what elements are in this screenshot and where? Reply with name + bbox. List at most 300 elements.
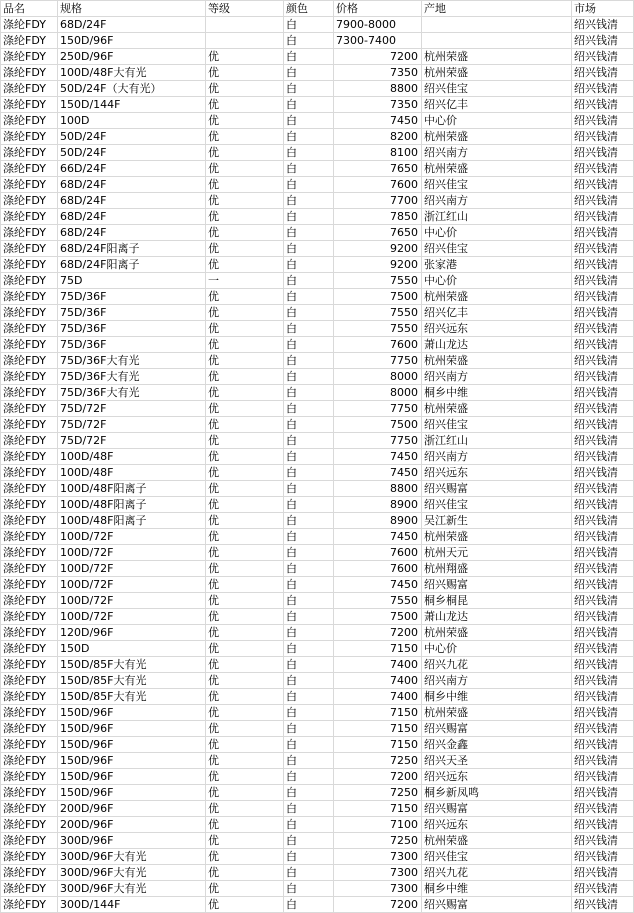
table-row xyxy=(1,177,634,193)
spec-cell: 100D/48F xyxy=(58,465,206,481)
product-name-cell: 涤纶FDY xyxy=(1,881,58,897)
product-name-cell: 涤纶FDY xyxy=(1,801,58,817)
market-cell: 绍兴钱清 xyxy=(572,353,634,369)
product-name-cell: 涤纶FDY xyxy=(1,401,58,417)
price-cell: 8800 xyxy=(334,481,422,497)
spec-cell: 300D/144F xyxy=(58,897,206,913)
grade-cell: 优 xyxy=(206,321,284,337)
price-cell: 8200 xyxy=(334,129,422,145)
market-cell: 绍兴钱清 xyxy=(572,193,634,209)
header-price: 价格 xyxy=(334,1,422,17)
product-name-cell: 涤纶FDY xyxy=(1,113,58,129)
origin-cell: 绍兴金鑫 xyxy=(422,737,572,753)
spec-cell: 100D/72F xyxy=(58,577,206,593)
spec-cell: 200D/96F xyxy=(58,817,206,833)
origin-cell: 绍兴远东 xyxy=(422,817,572,833)
grade-cell: 优 xyxy=(206,289,284,305)
market-cell: 绍兴钱清 xyxy=(572,673,634,689)
product-name-cell: 涤纶FDY xyxy=(1,337,58,353)
grade-cell: 优 xyxy=(206,81,284,97)
grade-cell: 优 xyxy=(206,305,284,321)
product-name-cell: 涤纶FDY xyxy=(1,833,58,849)
market-cell: 绍兴钱清 xyxy=(572,81,634,97)
market-cell: 绍兴钱清 xyxy=(572,705,634,721)
table-row xyxy=(1,673,634,689)
product-name-cell: 涤纶FDY xyxy=(1,49,58,65)
grade-cell: 优 xyxy=(206,449,284,465)
spec-cell: 300D/96F大有光 xyxy=(58,849,206,865)
market-cell: 绍兴钱清 xyxy=(572,465,634,481)
price-cell: 7300 xyxy=(334,881,422,897)
spec-cell: 75D/36F大有光 xyxy=(58,369,206,385)
table-body xyxy=(1,17,634,913)
table-row xyxy=(1,641,634,657)
origin-cell: 杭州翔盛 xyxy=(422,561,572,577)
table-row xyxy=(1,417,634,433)
origin-cell: 绍兴佳宝 xyxy=(422,417,572,433)
table-row xyxy=(1,385,634,401)
spec-cell: 150D/96F xyxy=(58,737,206,753)
table-row xyxy=(1,769,634,785)
price-cell: 7850 xyxy=(334,209,422,225)
spec-cell: 66D/24F xyxy=(58,161,206,177)
price-cell: 7150 xyxy=(334,721,422,737)
spec-cell: 150D/144F xyxy=(58,97,206,113)
origin-cell: 绍兴南方 xyxy=(422,449,572,465)
grade-cell: 优 xyxy=(206,337,284,353)
price-cell: 8100 xyxy=(334,145,422,161)
spec-cell: 150D/85F大有光 xyxy=(58,689,206,705)
origin-cell: 绍兴九花 xyxy=(422,865,572,881)
spec-cell: 68D/24F xyxy=(58,177,206,193)
grade-cell: 优 xyxy=(206,385,284,401)
color-cell: 白 xyxy=(284,225,334,241)
color-cell: 白 xyxy=(284,769,334,785)
origin-cell: 桐乡中维 xyxy=(422,881,572,897)
product-name-cell: 涤纶FDY xyxy=(1,177,58,193)
product-name-cell: 涤纶FDY xyxy=(1,753,58,769)
grade-cell: 优 xyxy=(206,113,284,129)
price-cell: 7350 xyxy=(334,65,422,81)
grade-cell: 优 xyxy=(206,721,284,737)
table-row xyxy=(1,737,634,753)
price-cell: 7750 xyxy=(334,433,422,449)
price-cell: 7450 xyxy=(334,465,422,481)
grade-cell: 优 xyxy=(206,881,284,897)
price-cell: 7600 xyxy=(334,545,422,561)
header-row xyxy=(1,1,634,17)
spec-cell: 68D/24F阳离子 xyxy=(58,257,206,273)
color-cell: 白 xyxy=(284,113,334,129)
price-cell: 7250 xyxy=(334,753,422,769)
product-name-cell: 涤纶FDY xyxy=(1,209,58,225)
origin-cell: 绍兴赐富 xyxy=(422,801,572,817)
color-cell: 白 xyxy=(284,849,334,865)
spec-cell: 50D/24F（大有光） xyxy=(58,81,206,97)
product-name-cell: 涤纶FDY xyxy=(1,625,58,641)
market-cell: 绍兴钱清 xyxy=(572,721,634,737)
grade-cell: 优 xyxy=(206,865,284,881)
origin-cell: 绍兴赐富 xyxy=(422,721,572,737)
market-cell: 绍兴钱清 xyxy=(572,593,634,609)
table-row xyxy=(1,81,634,97)
market-cell: 绍兴钱清 xyxy=(572,257,634,273)
origin-cell: 桐乡中维 xyxy=(422,689,572,705)
price-cell: 8000 xyxy=(334,369,422,385)
table-row xyxy=(1,753,634,769)
color-cell: 白 xyxy=(284,625,334,641)
market-cell: 绍兴钱清 xyxy=(572,129,634,145)
origin-cell: 绍兴远东 xyxy=(422,465,572,481)
color-cell: 白 xyxy=(284,273,334,289)
spec-cell: 150D/85F大有光 xyxy=(58,657,206,673)
color-cell: 白 xyxy=(284,561,334,577)
origin-cell: 中心价 xyxy=(422,641,572,657)
grade-cell: 优 xyxy=(206,401,284,417)
spec-cell: 250D/96F xyxy=(58,49,206,65)
table-row xyxy=(1,257,634,273)
table-row xyxy=(1,529,634,545)
color-cell: 白 xyxy=(284,241,334,257)
grade-cell: 优 xyxy=(206,849,284,865)
product-name-cell: 涤纶FDY xyxy=(1,417,58,433)
price-cell: 7550 xyxy=(334,321,422,337)
spec-cell: 100D/72F xyxy=(58,593,206,609)
table-row xyxy=(1,241,634,257)
product-name-cell: 涤纶FDY xyxy=(1,481,58,497)
color-cell: 白 xyxy=(284,417,334,433)
spec-cell: 75D/72F xyxy=(58,433,206,449)
origin-cell: 绍兴赐富 xyxy=(422,577,572,593)
color-cell: 白 xyxy=(284,721,334,737)
market-cell: 绍兴钱清 xyxy=(572,273,634,289)
product-name-cell: 涤纶FDY xyxy=(1,369,58,385)
table-row xyxy=(1,705,634,721)
market-cell: 绍兴钱清 xyxy=(572,337,634,353)
spec-cell: 75D/36F大有光 xyxy=(58,353,206,369)
grade-cell: 优 xyxy=(206,513,284,529)
table-row xyxy=(1,689,634,705)
color-cell: 白 xyxy=(284,97,334,113)
origin-cell: 中心价 xyxy=(422,273,572,289)
header-spec: 规格 xyxy=(58,1,206,17)
product-name-cell: 涤纶FDY xyxy=(1,81,58,97)
market-cell: 绍兴钱清 xyxy=(572,417,634,433)
product-name-cell: 涤纶FDY xyxy=(1,561,58,577)
table-row xyxy=(1,497,634,513)
origin-cell: 绍兴佳宝 xyxy=(422,497,572,513)
market-cell: 绍兴钱清 xyxy=(572,161,634,177)
grade-cell: 优 xyxy=(206,897,284,913)
table-row xyxy=(1,65,634,81)
color-cell: 白 xyxy=(284,657,334,673)
table-row xyxy=(1,33,634,49)
table-row xyxy=(1,465,634,481)
grade-cell xyxy=(206,17,284,33)
color-cell: 白 xyxy=(284,545,334,561)
color-cell: 白 xyxy=(284,833,334,849)
origin-cell: 绍兴九花 xyxy=(422,657,572,673)
price-cell: 7650 xyxy=(334,225,422,241)
grade-cell: 优 xyxy=(206,193,284,209)
price-cell: 7500 xyxy=(334,289,422,305)
price-cell: 7900-8000 xyxy=(334,17,422,33)
origin-cell: 绍兴佳宝 xyxy=(422,241,572,257)
market-cell: 绍兴钱清 xyxy=(572,881,634,897)
market-cell: 绍兴钱清 xyxy=(572,177,634,193)
table-row xyxy=(1,209,634,225)
market-cell: 绍兴钱清 xyxy=(572,641,634,657)
grade-cell: 优 xyxy=(206,753,284,769)
color-cell: 白 xyxy=(284,817,334,833)
product-name-cell: 涤纶FDY xyxy=(1,577,58,593)
spec-cell: 150D/96F xyxy=(58,785,206,801)
product-name-cell: 涤纶FDY xyxy=(1,657,58,673)
product-name-cell: 涤纶FDY xyxy=(1,129,58,145)
origin-cell: 桐乡桐昆 xyxy=(422,593,572,609)
spec-cell: 300D/96F大有光 xyxy=(58,865,206,881)
market-cell: 绍兴钱清 xyxy=(572,753,634,769)
table-row xyxy=(1,145,634,161)
price-cell: 7300 xyxy=(334,849,422,865)
spec-cell: 68D/24F xyxy=(58,209,206,225)
grade-cell: 优 xyxy=(206,481,284,497)
spec-cell: 150D/96F xyxy=(58,721,206,737)
price-cell: 8800 xyxy=(334,81,422,97)
price-cell: 9200 xyxy=(334,257,422,273)
market-cell: 绍兴钱清 xyxy=(572,17,634,33)
table-row xyxy=(1,321,634,337)
spec-cell: 75D/36F xyxy=(58,337,206,353)
market-cell: 绍兴钱清 xyxy=(572,785,634,801)
spec-cell: 150D/96F xyxy=(58,769,206,785)
grade-cell: 优 xyxy=(206,737,284,753)
price-cell: 7200 xyxy=(334,49,422,65)
grade-cell: 优 xyxy=(206,577,284,593)
origin-cell: 绍兴南方 xyxy=(422,193,572,209)
price-cell: 7650 xyxy=(334,161,422,177)
spec-cell: 75D/36F xyxy=(58,321,206,337)
product-name-cell: 涤纶FDY xyxy=(1,65,58,81)
origin-cell: 绍兴亿丰 xyxy=(422,305,572,321)
spec-cell: 120D/96F xyxy=(58,625,206,641)
product-name-cell: 涤纶FDY xyxy=(1,673,58,689)
origin-cell xyxy=(422,17,572,33)
origin-cell: 绍兴南方 xyxy=(422,369,572,385)
market-cell: 绍兴钱清 xyxy=(572,33,634,49)
color-cell: 白 xyxy=(284,289,334,305)
color-cell: 白 xyxy=(284,593,334,609)
table-row xyxy=(1,401,634,417)
price-cell: 7250 xyxy=(334,785,422,801)
market-cell: 绍兴钱清 xyxy=(572,97,634,113)
origin-cell: 绍兴佳宝 xyxy=(422,849,572,865)
color-cell: 白 xyxy=(284,129,334,145)
market-cell: 绍兴钱清 xyxy=(572,321,634,337)
spec-cell: 75D/72F xyxy=(58,417,206,433)
spec-cell: 100D/48F阳离子 xyxy=(58,497,206,513)
spec-cell: 100D/72F xyxy=(58,561,206,577)
spec-cell: 75D/36F xyxy=(58,289,206,305)
price-cell: 8900 xyxy=(334,497,422,513)
product-name-cell: 涤纶FDY xyxy=(1,305,58,321)
product-name-cell: 涤纶FDY xyxy=(1,161,58,177)
spec-cell: 300D/96F xyxy=(58,833,206,849)
price-cell: 7450 xyxy=(334,529,422,545)
price-cell: 7150 xyxy=(334,641,422,657)
color-cell: 白 xyxy=(284,577,334,593)
product-name-cell: 涤纶FDY xyxy=(1,609,58,625)
market-cell: 绍兴钱清 xyxy=(572,241,634,257)
price-cell: 7550 xyxy=(334,593,422,609)
spec-cell: 75D/36F大有光 xyxy=(58,385,206,401)
spec-cell: 100D/72F xyxy=(58,529,206,545)
grade-cell: 优 xyxy=(206,657,284,673)
grade-cell: 优 xyxy=(206,465,284,481)
header-color: 颜色 xyxy=(284,1,334,17)
origin-cell: 杭州荣盛 xyxy=(422,833,572,849)
grade-cell: 优 xyxy=(206,97,284,113)
product-name-cell: 涤纶FDY xyxy=(1,817,58,833)
product-name-cell: 涤纶FDY xyxy=(1,769,58,785)
price-cell: 7750 xyxy=(334,401,422,417)
grade-cell: 优 xyxy=(206,817,284,833)
price-cell: 9200 xyxy=(334,241,422,257)
market-cell: 绍兴钱清 xyxy=(572,657,634,673)
grade-cell: 优 xyxy=(206,673,284,689)
market-cell: 绍兴钱清 xyxy=(572,865,634,881)
market-cell: 绍兴钱清 xyxy=(572,481,634,497)
product-name-cell: 涤纶FDY xyxy=(1,145,58,161)
origin-cell: 杭州荣盛 xyxy=(422,705,572,721)
origin-cell: 杭州荣盛 xyxy=(422,625,572,641)
color-cell: 白 xyxy=(284,193,334,209)
price-cell: 7600 xyxy=(334,337,422,353)
table-row xyxy=(1,305,634,321)
origin-cell: 杭州荣盛 xyxy=(422,65,572,81)
table-row xyxy=(1,273,634,289)
color-cell: 白 xyxy=(284,481,334,497)
table-row xyxy=(1,817,634,833)
grade-cell: 优 xyxy=(206,369,284,385)
table-row xyxy=(1,225,634,241)
price-cell: 7200 xyxy=(334,897,422,913)
origin-cell: 绍兴远东 xyxy=(422,769,572,785)
product-name-cell: 涤纶FDY xyxy=(1,705,58,721)
color-cell: 白 xyxy=(284,881,334,897)
table-row xyxy=(1,369,634,385)
color-cell: 白 xyxy=(284,17,334,33)
origin-cell: 桐乡中维 xyxy=(422,385,572,401)
color-cell: 白 xyxy=(284,449,334,465)
product-name-cell: 涤纶FDY xyxy=(1,465,58,481)
origin-cell: 杭州荣盛 xyxy=(422,401,572,417)
table-row xyxy=(1,481,634,497)
table-row xyxy=(1,337,634,353)
price-cell: 8000 xyxy=(334,385,422,401)
origin-cell: 绍兴天圣 xyxy=(422,753,572,769)
spec-cell: 200D/96F xyxy=(58,801,206,817)
spec-cell: 75D xyxy=(58,273,206,289)
spec-cell: 50D/24F xyxy=(58,145,206,161)
color-cell: 白 xyxy=(284,49,334,65)
color-cell: 白 xyxy=(284,897,334,913)
color-cell: 白 xyxy=(284,321,334,337)
market-cell: 绍兴钱清 xyxy=(572,577,634,593)
table-row xyxy=(1,449,634,465)
table-row xyxy=(1,289,634,305)
product-name-cell: 涤纶FDY xyxy=(1,289,58,305)
grade-cell: 优 xyxy=(206,625,284,641)
table-row xyxy=(1,161,634,177)
market-cell: 绍兴钱清 xyxy=(572,225,634,241)
product-name-cell: 涤纶FDY xyxy=(1,721,58,737)
grade-cell: 优 xyxy=(206,769,284,785)
product-name-cell: 涤纶FDY xyxy=(1,241,58,257)
grade-cell: 优 xyxy=(206,177,284,193)
origin-cell: 绍兴亿丰 xyxy=(422,97,572,113)
price-cell: 7750 xyxy=(334,353,422,369)
color-cell: 白 xyxy=(284,705,334,721)
market-cell: 绍兴钱清 xyxy=(572,817,634,833)
origin-cell: 张家港 xyxy=(422,257,572,273)
grade-cell xyxy=(206,33,284,49)
color-cell: 白 xyxy=(284,753,334,769)
spec-cell: 100D/48F xyxy=(58,449,206,465)
table-row xyxy=(1,433,634,449)
product-name-cell: 涤纶FDY xyxy=(1,785,58,801)
grade-cell: 优 xyxy=(206,161,284,177)
spec-cell: 150D xyxy=(58,641,206,657)
price-cell: 7600 xyxy=(334,561,422,577)
grade-cell: 优 xyxy=(206,833,284,849)
market-cell: 绍兴钱清 xyxy=(572,433,634,449)
color-cell: 白 xyxy=(284,65,334,81)
spec-cell: 100D xyxy=(58,113,206,129)
market-cell: 绍兴钱清 xyxy=(572,49,634,65)
table-row xyxy=(1,593,634,609)
market-cell: 绍兴钱清 xyxy=(572,609,634,625)
header-product-name: 品名 xyxy=(1,1,58,17)
origin-cell: 杭州荣盛 xyxy=(422,129,572,145)
price-cell: 7100 xyxy=(334,817,422,833)
color-cell: 白 xyxy=(284,529,334,545)
market-cell: 绍兴钱清 xyxy=(572,801,634,817)
market-cell: 绍兴钱清 xyxy=(572,849,634,865)
market-cell: 绍兴钱清 xyxy=(572,289,634,305)
product-name-cell: 涤纶FDY xyxy=(1,529,58,545)
price-cell: 7150 xyxy=(334,737,422,753)
table-row xyxy=(1,785,634,801)
spec-cell: 75D/72F xyxy=(58,401,206,417)
table-row xyxy=(1,193,634,209)
market-cell: 绍兴钱清 xyxy=(572,833,634,849)
market-cell: 绍兴钱清 xyxy=(572,145,634,161)
spec-cell: 150D/96F xyxy=(58,753,206,769)
market-cell: 绍兴钱清 xyxy=(572,529,634,545)
market-cell: 绍兴钱清 xyxy=(572,737,634,753)
product-name-cell: 涤纶FDY xyxy=(1,273,58,289)
market-cell: 绍兴钱清 xyxy=(572,497,634,513)
color-cell: 白 xyxy=(284,689,334,705)
table-row xyxy=(1,353,634,369)
spec-cell: 68D/24F阳离子 xyxy=(58,241,206,257)
grade-cell: 优 xyxy=(206,641,284,657)
color-cell: 白 xyxy=(284,161,334,177)
origin-cell: 中心价 xyxy=(422,113,572,129)
product-name-cell: 涤纶FDY xyxy=(1,513,58,529)
origin-cell: 浙江红山 xyxy=(422,433,572,449)
